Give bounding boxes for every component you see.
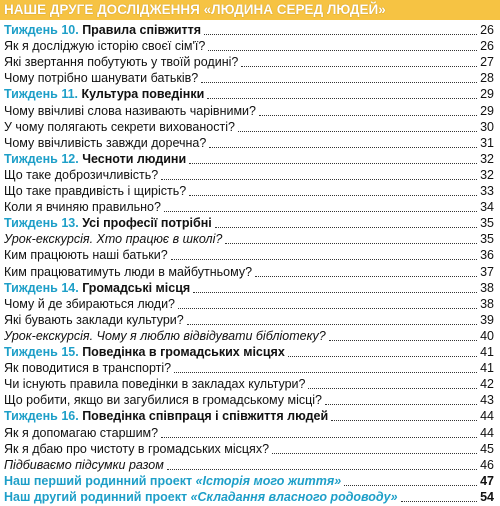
page-number: 33 [480, 184, 494, 198]
week-label: Тиждень [4, 23, 58, 37]
dot-leader [215, 227, 477, 228]
entry-text: Чому потрібно шанувати батьків? [4, 71, 199, 86]
page-number: 29 [480, 103, 494, 118]
page-number: 28 [480, 71, 494, 86]
page-number: 37 [480, 264, 494, 279]
page-number: 41 [480, 345, 494, 359]
dot-leader [189, 163, 477, 164]
dot-leader [308, 388, 477, 389]
dot-leader [187, 324, 477, 325]
week-title: Культура поведінки [81, 87, 205, 102]
entry-text: Що таке правдивість і щирість? [4, 184, 187, 198]
dot-leader [344, 485, 477, 486]
entry-text: Урок-екскурсія. Хто працює в школі? [4, 232, 223, 247]
dot-leader [167, 469, 477, 470]
entry-text: Що робити, якщо ви загубилися в громадському місці? [4, 393, 322, 408]
dot-leader [259, 115, 477, 116]
week-label: Тиждень [4, 151, 58, 166]
entry-text: Як я допомагаю старшим? [4, 425, 159, 440]
week-title: Правила співжиття [82, 23, 202, 37]
dot-leader [329, 340, 477, 341]
page-number: 44 [480, 409, 494, 424]
dot-leader [161, 437, 477, 438]
page-number: 32 [480, 167, 494, 182]
entry-text: Як поводитися в транспорті? [4, 361, 172, 376]
week-title: Громадські місця [82, 280, 191, 295]
entry-text: Ким працюють наші батьки? [4, 248, 168, 263]
week-number: 11. [61, 87, 78, 102]
dot-leader [209, 147, 477, 148]
entry-text: Чому ввічливість завжди доречна? [4, 135, 207, 150]
dot-leader [164, 211, 477, 212]
dot-leader [171, 259, 477, 260]
week-label: Тиждень [4, 280, 58, 295]
week-number: 13. [61, 216, 79, 231]
project-label: Наш перший родинний проект [4, 473, 196, 488]
entry-text: Які звертання побутують у твоїй родині? [4, 55, 239, 70]
page-number: 38 [480, 280, 494, 295]
project-label: Наш другий родинний проект [4, 489, 191, 504]
entry-text: Як я досліджую історію своєї сім'ї? [4, 39, 206, 54]
page-number: 36 [480, 248, 494, 263]
dot-leader [161, 179, 477, 180]
week-number: 12. [61, 151, 79, 166]
dot-leader [193, 292, 477, 293]
dot-leader [208, 50, 477, 51]
page-number: 32 [480, 151, 494, 166]
dot-leader [201, 82, 477, 83]
week-title: Поведінка в громадських місцях [82, 345, 285, 359]
page-number: 35 [480, 216, 494, 231]
entry-text: Чи існують правила поведінки в закладах культури? [4, 377, 306, 392]
page-number: 27 [480, 55, 494, 70]
week-number: 14. [61, 280, 79, 295]
page-number: 39 [480, 312, 494, 327]
page-number: 42 [480, 377, 494, 392]
dot-leader [401, 501, 477, 502]
entry-text: Ким працюватимуть люди в майбутньому? [4, 264, 253, 279]
week-number: 15. [61, 345, 79, 359]
page-number: 26 [480, 39, 494, 54]
entry-text [4, 488, 398, 506]
entry-text: У чому полягають секрети вихованості? [4, 119, 235, 134]
dot-leader [331, 420, 477, 421]
dot-leader [189, 195, 477, 196]
dot-leader [238, 131, 477, 132]
section-header: НАШЕ ДРУГЕ ДОСЛІДЖЕННЯ «ЛЮДИНА СЕРЕД ЛЮДЕЙ» [0, 0, 500, 20]
entry-text: Що таке доброзичливість? [4, 167, 159, 182]
entry-text: Які бувають заклади культури? [4, 312, 184, 327]
page-number: 41 [480, 361, 494, 376]
week-label: Тиждень [4, 345, 58, 359]
page-number: 47 [480, 473, 494, 488]
week-label: Тиждень [4, 216, 58, 231]
dot-leader [207, 98, 477, 99]
dot-leader [241, 66, 477, 67]
entry-text: Коли я вчиняю правильно? [4, 200, 161, 215]
entry-text: Підбиваємо підсумки разом [4, 457, 164, 472]
week-number: 10. [61, 23, 79, 37]
page-number: 44 [480, 425, 494, 440]
page-number: 45 [480, 441, 494, 456]
week-label: Тиждень [4, 87, 58, 102]
page-number: 30 [480, 119, 494, 134]
page-number: 35 [480, 232, 494, 247]
page-number: 26 [480, 23, 494, 37]
week-title: Поведінка співпраця і співжиття людей [82, 409, 329, 424]
dot-leader [255, 276, 477, 277]
page-number: 34 [480, 200, 494, 215]
dot-leader [178, 308, 477, 309]
page-number: 31 [480, 135, 494, 150]
project-title: «Складання власного родоводу» [190, 489, 398, 504]
page-number: 54 [480, 489, 494, 504]
dot-leader [325, 404, 477, 405]
page-number: 38 [480, 296, 494, 311]
project-row [0, 488, 500, 506]
dot-leader [225, 243, 477, 244]
project-title: «Історія мого життя» [195, 473, 342, 488]
page-number: 29 [480, 87, 494, 102]
dot-leader [272, 453, 477, 454]
entry-text: Чому й де збираються люди? [4, 296, 176, 311]
dot-leader [204, 34, 477, 35]
page-number: 43 [480, 393, 494, 408]
entry-text: Як я дбаю про чистоту в громадських місцях? [4, 441, 270, 456]
dot-leader [174, 372, 477, 373]
week-title: Чесноти людини [82, 151, 187, 166]
week-number: 16. [61, 409, 79, 424]
page-number: 46 [480, 457, 494, 472]
page-number: 40 [480, 328, 494, 343]
entry-text: Чому ввічливі слова називають чарівними? [4, 103, 256, 118]
dot-leader [288, 356, 477, 357]
week-label: Тиждень [4, 409, 58, 424]
week-title: Усі професії потрібні [82, 216, 212, 231]
entry-text: Урок-екскурсія. Чому я люблю відвідувати бібліотеку? [4, 328, 326, 343]
